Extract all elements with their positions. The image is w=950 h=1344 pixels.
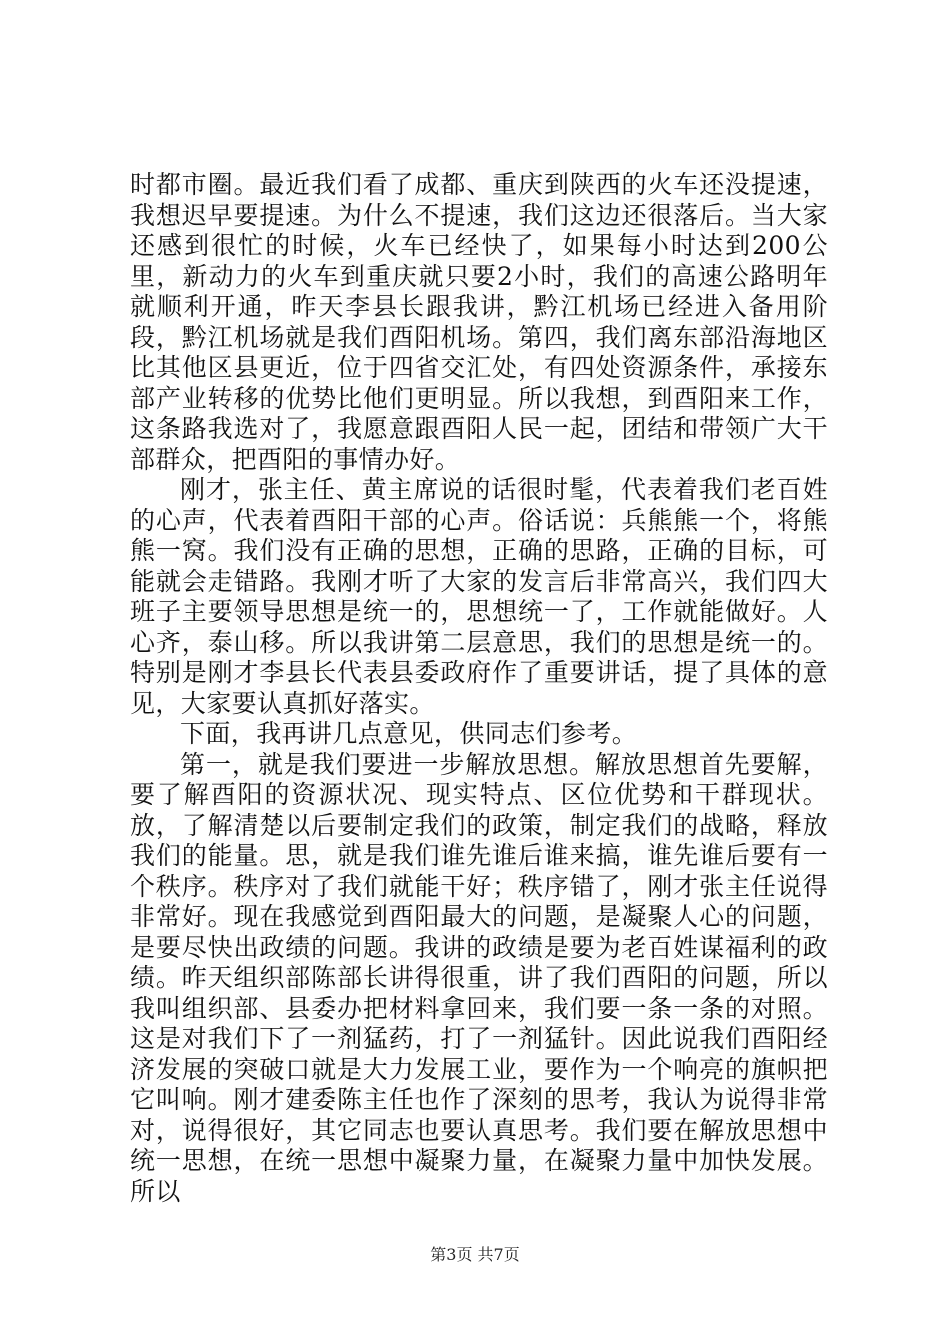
paragraph-3: 下面，我再讲几点意见，供同志们参考。 <box>180 719 638 748</box>
paragraph-1: 时都市圈。最近我们看了成都、重庆到陕西的火车还没提速，我想迟早要提速。为什么不提速，我们这边还很落后。当大家还感到很忙的时候，火车已经快了，如果每小时达到200公里，新动力的火车到重庆就只要2小时，我们的高速公路明年就顺利开通，昨天李县长跟我讲，黔江机场已经进入备用阶段，黔江机场就是我们酉阳机场。第四，我们离东部沿海地区比其他区县更近，位于四省交汇处，有四处资源条件，承接东部产业转移的优势比他们更明显。所以我想，到酉阳来工作，这条路我选对了，我愿意跟酉阳人民一起，团结和带领广大干部群众，把酉阳的事情办好。 <box>130 170 828 474</box>
document-body <box>130 170 828 1207</box>
page-number-footer: 第3页 共7页 <box>430 1245 520 1264</box>
paragraph-4: 第一，就是我们要进一步解放思想。解放思想首先要解，要了解酉阳的资源状况、现实特点、区位优势和干群现状。放，了解清楚以后要制定我们的政策，制定我们的战略，释放我们的能量。思，就是我们谁先谁后谁来搞，谁先谁后要有一个秩序。秩序对了我们就能干好；秩序错了，刚才张主任说得非常好。现在我感觉到酉阳最大的问题，是凝聚人心的问题，是要尽快出政绩的问题。我讲的政绩是要为老百姓谋福利的政绩。昨天组织部陈部长讲得很重，讲了我们酉阳的问题，所以我叫组织部、县委办把材料拿回来，我们要一条一条的对照。这是对我们下了一剂猛药，打了一剂猛针。因此说我们酉阳经济发展的突破口就是大力发展工业，要作为一个响亮的旗帜把它叫响。刚才建委陈主任也作了深刻的思考，我认为说得非常对，说得很好，其它同志也要认真思考。我们要在解放思想中统一思想，在统一思想中凝聚力量，在凝聚力量中加快发展。所以 <box>130 749 828 1206</box>
paragraph-2: 刚才，张主任、黄主席说的话很时髦，代表着我们老百姓的心声，代表着酉阳干部的心声。俗话说：兵熊熊一个，将熊熊一窝。我们没有正确的思想，正确的思路，正确的目标，可能就会走错路。我刚才听了大家的发言后非常高兴，我们四大班子主要领导思想是统一的，思想统一了，工作就能做好。人心齐，泰山移。所以我讲第二层意思，我们的思想是统一的。特别是刚才李县长代表县委政府作了重要讲话，提了具体的意见，大家要认真抓好落实。 <box>130 475 828 718</box>
